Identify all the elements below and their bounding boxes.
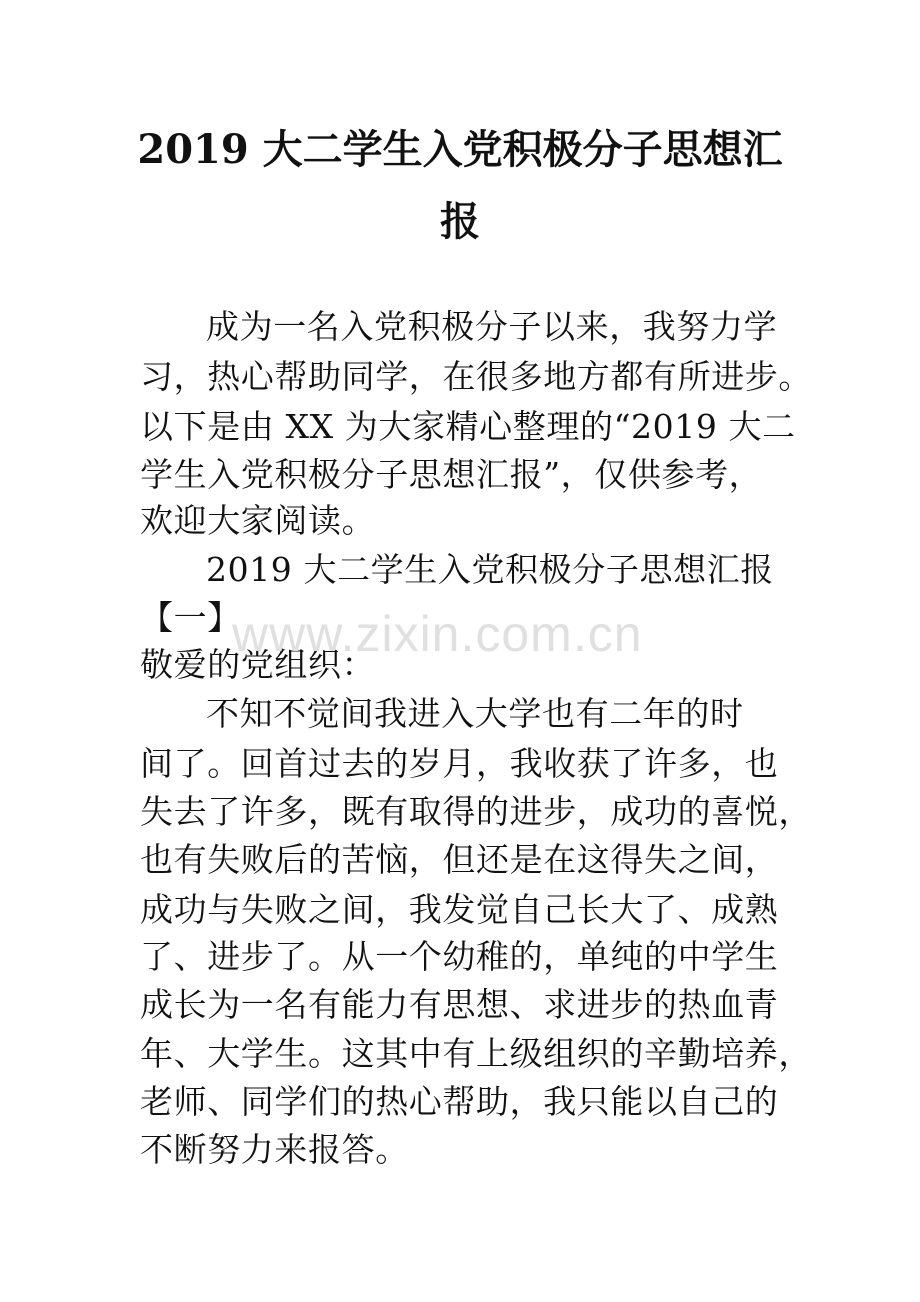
- body-text-line: 不断努力来报答。: [140, 1130, 409, 1169]
- body-text-line: 以下是由 XX 为大家精心整理的“2019 大二: [140, 407, 796, 446]
- document-title-line1: 2019 大二学生入党积极分子思想汇: [137, 126, 783, 173]
- body-text-line: 失去了许多，既有取得的进步，成功的喜悦，: [140, 792, 812, 831]
- body-text-line: 不知不觉间我进入大学也有二年的时: [206, 694, 744, 733]
- document-title-line2: 报: [440, 198, 480, 245]
- section-number: 【一】: [140, 598, 241, 637]
- body-text-line: 成功与失败之间，我发觉自己长大了、成熟: [140, 890, 779, 929]
- body-text-line: 欢迎大家阅读。: [140, 501, 376, 540]
- body-text-line: 了、进步了。从一个幼稚的，单纯的中学生: [140, 937, 779, 976]
- body-text-line: 习，热心帮助同学，在很多地方都有所进步。: [140, 357, 812, 396]
- body-text-line: 老师、同学们的热心帮助，我只能以自己的: [140, 1082, 779, 1121]
- salutation: 敬爱的党组织：: [140, 645, 376, 684]
- body-text-line: 成长为一名有能力有思想、求进步的热血青: [140, 985, 779, 1024]
- section-heading: 2019 大二学生入党积极分子思想汇报: [206, 550, 774, 589]
- body-text-line: 学生入党积极分子思想汇报”，仅供参考，: [140, 455, 763, 494]
- watermark: www.zixin.com.cn: [232, 606, 643, 662]
- body-text-line: 成为一名入党积极分子以来，我努力学: [206, 307, 778, 346]
- body-text-line: 也有失败后的苦恼，但还是在这得失之间，: [140, 840, 779, 879]
- body-text-line: 间了。回首过去的岁月，我收获了许多，也: [140, 744, 779, 783]
- body-text-line: 年、大学生。这其中有上级组织的辛勤培养，: [140, 1034, 812, 1073]
